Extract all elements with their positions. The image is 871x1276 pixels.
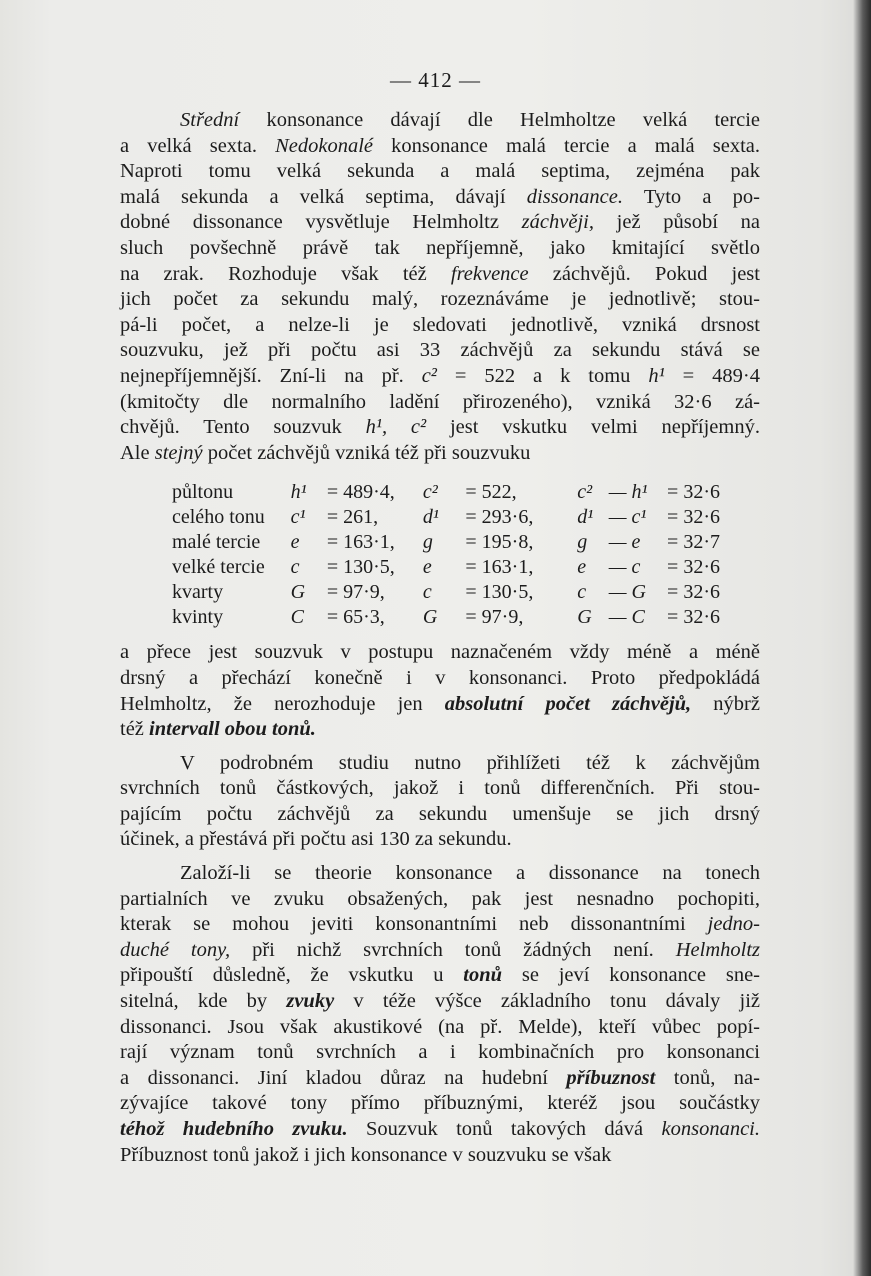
text-segment: drsný a přechází konečně i v konsonanci. Proto předpokládá	[120, 666, 760, 689]
text-segment: pajícím počtu záchvějů za sekundu umenšuje se jich drsný	[120, 802, 760, 825]
table-cell-res: = 32·6	[667, 481, 720, 504]
text-segment: pá-li počet, a nelze-li je sledovati jednotlivě, vzniká drsnost	[120, 313, 760, 336]
text-segment: nýbrž	[691, 692, 760, 715]
text-line	[120, 887, 760, 913]
table-row	[172, 605, 760, 630]
text-segment: frekvence	[450, 262, 529, 285]
text-line	[120, 1117, 760, 1143]
table-cell-n3: d¹	[577, 506, 594, 529]
table-cell-v1: = 65·3,	[326, 606, 385, 629]
text-segment: h¹, c²	[365, 416, 427, 439]
text-segment: Nedokonalé	[275, 134, 373, 157]
text-segment: dobné dissonance vysvětluje Helmholtz	[120, 211, 522, 234]
text-line	[120, 262, 760, 288]
text-segment: absolutní počet záchvějů,	[444, 692, 692, 715]
table-cell-n3: c	[577, 581, 587, 604]
text-segment: V podrobném studiu nutno přihlížeti též k záchvějům	[180, 751, 760, 774]
table-cell-v1: = 97·9,	[326, 581, 385, 604]
text-line	[120, 1040, 760, 1066]
table-cell-v2: = 293·6,	[465, 506, 534, 529]
table-cell-op: — e	[608, 531, 641, 554]
table-cell-n1: h¹	[290, 481, 307, 504]
beat-frequency-table	[172, 480, 760, 630]
table-cell-n2: c	[422, 581, 432, 604]
text-line	[120, 210, 760, 236]
text-segment: a velká sexta.	[120, 134, 276, 157]
text-segment: h¹	[648, 364, 665, 387]
text-segment: dissonanci. Jsou však akustikové (na př. Melde), kteří vůbec popí-	[120, 1015, 760, 1038]
text-line	[120, 640, 760, 666]
table-cell-v2: = 97·9,	[465, 606, 524, 629]
table-cell-n2: e	[422, 556, 432, 579]
text-segment: Helmholtz	[675, 938, 760, 961]
text-segment: konsonance dávají dle Helmholtze velká tercie	[239, 109, 760, 131]
table-cell-label: malé tercie	[172, 531, 261, 554]
table-cell-op: — C	[608, 606, 645, 629]
text-line	[120, 1066, 760, 1092]
table-cell-n2: g	[422, 531, 433, 554]
text-segment: jich počet za sekundu malý, rozeznáváme je jednotlivě; stou-	[120, 288, 760, 311]
text-segment: Naproti tomu velká sekunda a malá septima, zejména pak	[120, 160, 760, 183]
text-segment: kterak se mohou jeviti konsonantními neb dissonantními	[120, 913, 708, 936]
table-cell-label: celého tonu	[172, 506, 265, 529]
text-segment: (kmitočty dle normalního ladění přirozeného), vzniká 32·6 zá-	[120, 390, 760, 413]
table-cell-op: — h¹	[608, 481, 648, 504]
text-line	[120, 938, 760, 964]
text-segment: = 489·4	[664, 364, 760, 387]
text-segment: při nichž svrchních tonů žádných není.	[230, 938, 676, 961]
text-line	[120, 390, 760, 416]
table-cell-v1: = 261,	[326, 506, 379, 529]
text-line	[120, 415, 760, 441]
text-line	[120, 776, 760, 802]
text-line	[120, 159, 760, 185]
text-line	[120, 692, 760, 718]
text-line	[120, 912, 760, 938]
paragraph-1	[120, 108, 760, 466]
text-segment: souzvuku, jež při počtu asi 33 záchvějů za sekundu stává se	[120, 339, 760, 362]
text-segment: jest vskutku velmi nepříjemný.	[426, 416, 760, 439]
text-segment: v téže výšce základního tonu dávaly již	[334, 990, 760, 1013]
text-line	[120, 802, 760, 828]
page-edge-shadow	[853, 0, 871, 1276]
text-segment: Střední	[180, 109, 240, 131]
text-segment: nejnepříjemnější. Zní-li na př.	[120, 364, 422, 387]
table-cell-res: = 32·6	[667, 581, 720, 604]
text-segment: záchvějů. Pokud jest	[528, 262, 760, 285]
text-line	[120, 185, 760, 211]
text-segment: tonů	[463, 964, 503, 987]
text-segment: na zrak. Rozhoduje však též	[120, 262, 451, 285]
text-segment: a dissonanci. Jiní kladou důraz na hudební	[120, 1066, 567, 1089]
paragraph-4	[120, 861, 760, 1168]
table-row	[172, 580, 760, 605]
table-cell-n3: e	[577, 556, 587, 579]
table-cell-v1: = 163·1,	[326, 531, 395, 554]
table-cell-v2: = 163·1,	[465, 556, 534, 579]
text-line	[120, 827, 760, 853]
text-segment: konsonanci.	[661, 1118, 760, 1140]
text-segment: konsonance malá tercie a malá sexta.	[373, 134, 760, 157]
table-cell-label: půltonu	[172, 481, 234, 504]
text-line	[120, 364, 760, 390]
body-text	[120, 108, 760, 1168]
text-segment: stejný	[154, 441, 203, 464]
table-cell-n1: e	[290, 531, 300, 554]
text-line	[120, 717, 760, 743]
table-cell-n2: d¹	[422, 506, 439, 529]
table-cell-op: — G	[608, 581, 646, 604]
text-segment: účinek, a přestává při počtu asi 130 za sekundu.	[120, 828, 512, 851]
text-segment: dissonance.	[526, 185, 624, 208]
text-segment: partialních ve zvuku obsažených, pak jest nesnadno pochopiti,	[120, 887, 760, 910]
table-row	[172, 480, 760, 505]
text-segment: sluch povšechně právě tak nepříjemně, jako kmitající světlo	[120, 236, 760, 259]
table-cell-v1: = 130·5,	[326, 556, 395, 579]
text-segment: též	[120, 718, 150, 741]
text-line	[120, 134, 760, 160]
table-cell-label: kvarty	[172, 581, 224, 604]
table-cell-res: = 32·6	[667, 506, 720, 529]
text-segment: Založí-li se theorie konsonance a dissonance na tonech	[180, 862, 760, 885]
text-line	[120, 666, 760, 692]
text-segment: tonů, na-	[655, 1066, 760, 1089]
text-segment: záchvěji,	[521, 211, 594, 234]
text-line	[120, 287, 760, 313]
text-line	[120, 1143, 760, 1169]
table-cell-v1: = 489·4,	[326, 481, 395, 504]
text-segment: téhož hudebního zvuku.	[120, 1118, 348, 1140]
table-cell-res: = 32·7	[667, 531, 720, 554]
table-cell-res: = 32·6	[667, 556, 720, 579]
table-cell-n3: G	[577, 606, 592, 629]
table-cell-n3: c²	[577, 481, 593, 504]
text-line	[120, 751, 760, 777]
text-segment: počet záchvějů vzniká též při souzvuku	[202, 441, 531, 464]
table-cell-res: = 32·6	[667, 606, 720, 629]
table-cell-n2: c²	[422, 481, 438, 504]
text-segment: Příbuznost tonů jakož i jich konsonance v souzvuku se však	[120, 1143, 612, 1166]
text-segment: Tyto a po-	[623, 185, 761, 208]
paragraph-3	[120, 751, 760, 853]
text-segment: malá sekunda a velká septima, dávají	[120, 185, 527, 208]
table-cell-op: — c¹	[608, 506, 647, 529]
table-cell-n3: g	[577, 531, 588, 554]
text-segment: chvějů. Tento souzvuk	[120, 416, 366, 439]
text-segment: Ale	[120, 441, 155, 464]
table-cell-n1: c¹	[290, 506, 306, 529]
table-row	[172, 505, 760, 530]
text-segment: = 522 a k tomu	[436, 364, 649, 387]
text-line	[120, 108, 760, 134]
text-line	[120, 236, 760, 262]
text-segment: Helmholtz, že nerozhoduje jen	[120, 692, 445, 715]
text-line	[120, 1015, 760, 1041]
page-number: — 412 —	[390, 68, 481, 92]
text-segment: zvuky	[286, 990, 335, 1013]
text-segment: připouští důsledně, že vskutku u	[120, 964, 464, 987]
text-line	[120, 1091, 760, 1117]
text-line	[120, 338, 760, 364]
table-cell-n2: G	[422, 606, 438, 629]
table-cell-label: velké tercie	[172, 556, 265, 579]
text-segment: duché tony,	[120, 938, 231, 961]
text-line	[120, 989, 760, 1015]
text-segment: svrchních tonů částkových, jakož i tonů differenčních. Při stou-	[120, 777, 760, 800]
text-segment: c²	[421, 364, 437, 387]
text-segment: Souzvuk tonů takových dává	[347, 1118, 662, 1140]
text-segment: se jeví konsonance sne-	[502, 964, 760, 987]
text-segment: a přece jest souzvuk v postupu naznačeném vždy méně a méně	[120, 641, 760, 664]
text-line	[120, 313, 760, 339]
text-segment: sitelná, kde by	[120, 990, 287, 1013]
text-segment: intervall obou tonů.	[149, 718, 316, 741]
table-cell-n1: G	[290, 581, 306, 604]
table-cell-n1: c	[290, 556, 300, 579]
text-segment: jež působí na	[593, 211, 761, 234]
text-segment: příbuznost	[566, 1066, 656, 1089]
text-line	[120, 963, 760, 989]
text-line	[120, 441, 760, 467]
table-row	[172, 555, 760, 580]
table-cell-op: — c	[608, 556, 641, 579]
text-line	[120, 861, 760, 887]
table-cell-n1: C	[290, 606, 304, 629]
table-cell-v2: = 195·8,	[465, 531, 534, 554]
text-segment: jedno-	[707, 913, 760, 936]
table-cell-v2: = 522,	[465, 481, 517, 504]
text-segment: rají význam tonů svrchních a i kombinačních pro konsonanci	[120, 1041, 760, 1064]
table-cell-v2: = 130·5,	[465, 581, 534, 604]
paragraph-2	[120, 640, 760, 742]
table-row	[172, 530, 760, 555]
text-segment: zývajíce takové tony přímo příbuznými, kteréž jsou součástky	[120, 1092, 760, 1115]
table-cell-label: kvinty	[172, 606, 224, 629]
